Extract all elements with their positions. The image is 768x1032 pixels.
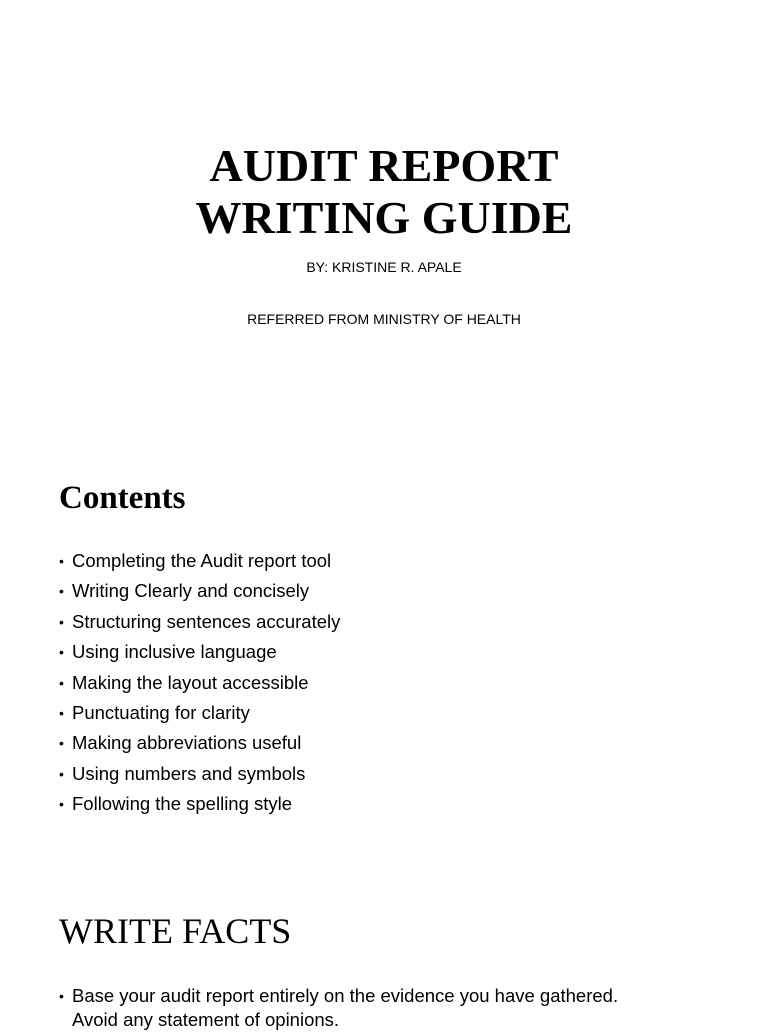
list-item-label: Making the layout accessible: [72, 671, 309, 693]
bullet-icon: •: [59, 705, 64, 722]
bullet-icon: •: [59, 674, 64, 691]
list-item-label: Using numbers and symbols: [72, 762, 306, 784]
bullet-icon: •: [59, 988, 64, 1004]
list-item: [59, 637, 340, 667]
list-item-label: Making abbreviations useful: [72, 732, 302, 754]
bullet-icon: •: [59, 735, 64, 752]
title-line-1: AUDIT REPORT: [209, 140, 559, 191]
list-item: [59, 728, 340, 758]
list-item: [59, 668, 340, 698]
write-facts-paragraph: [59, 984, 768, 1032]
list-item-label: Following the spelling style: [72, 793, 293, 815]
list-item: [59, 789, 340, 819]
contents-heading: Contents: [59, 480, 186, 516]
list-item: [59, 607, 340, 637]
bullet-icon: •: [59, 765, 64, 782]
list-item-label: Punctuating for clarity: [72, 702, 250, 724]
contents-list: [59, 546, 340, 820]
contents-slide: [0, 440, 768, 880]
bullet-icon: •: [59, 644, 64, 661]
bullet-icon: •: [59, 613, 64, 630]
list-item-label: Completing the Audit report tool: [72, 550, 332, 571]
source-note: REFERRED FROM MINISTRY OF HEALTH: [247, 311, 521, 327]
list-item: [59, 698, 340, 728]
bullet-icon: •: [59, 583, 64, 600]
title-line-2: WRITING GUIDE: [195, 192, 573, 243]
list-item: [59, 759, 340, 789]
list-item-label: Writing Clearly and concisely: [72, 580, 310, 602]
write-facts-heading: WRITE FACTS: [59, 911, 292, 951]
write-facts-line-2: Avoid any statement of opinions.: [72, 1009, 340, 1030]
list-item: [59, 546, 340, 576]
list-item-label: Using inclusive language: [72, 641, 277, 663]
bullet-icon: •: [59, 796, 64, 813]
write-facts-line-1: Base your audit report entirely on the evidence you have gathered.: [72, 985, 619, 1006]
document-title: [0, 140, 768, 244]
bullet-icon: •: [59, 553, 64, 569]
list-item-label: Structuring sentences accurately: [72, 610, 341, 632]
title-slide: [0, 0, 768, 440]
list-item: [59, 576, 340, 606]
author-byline: BY: KRISTINE R. APALE: [306, 259, 462, 275]
write-facts-slide: [0, 880, 768, 1030]
